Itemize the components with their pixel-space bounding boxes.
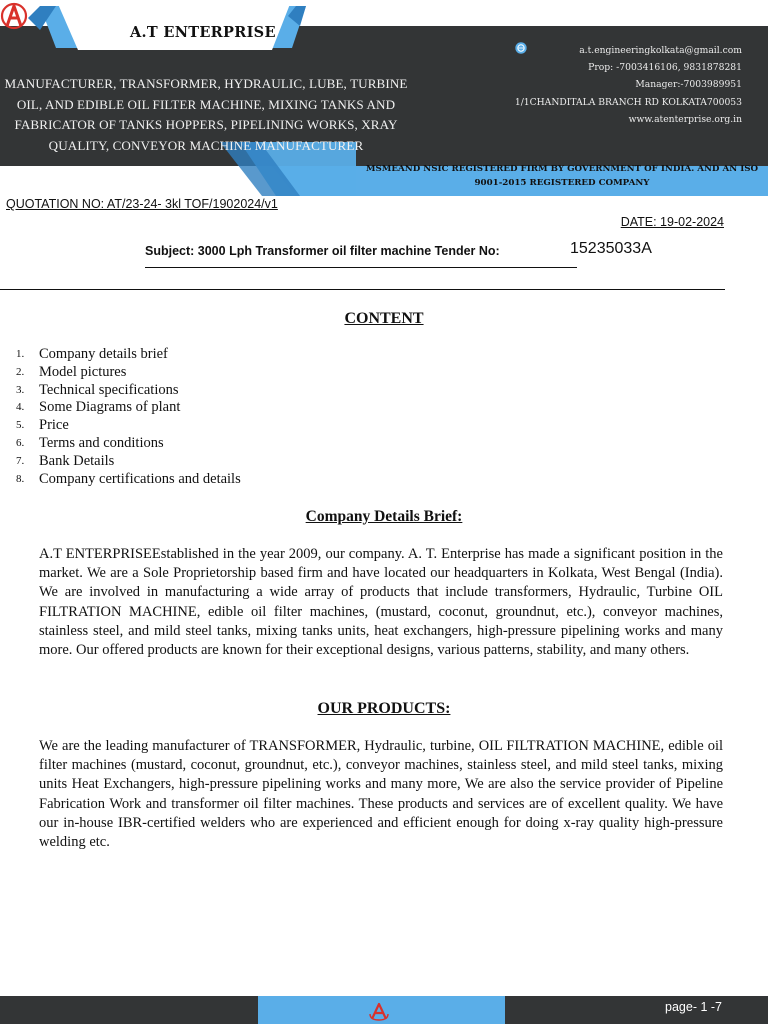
our-products-heading: OUR PRODUCTS: [317, 700, 451, 717]
globe-icon [515, 42, 527, 54]
toc-label: Company certifications and details [39, 470, 241, 487]
toc-label: Terms and conditions [39, 434, 164, 451]
email-text: a.t.engineeringkolkata@gmail.com [579, 45, 742, 56]
website-text: www.atenterprise.org.in [628, 113, 742, 125]
toc-label: Technical specifications [39, 381, 179, 398]
toc-number: 6. [16, 436, 25, 449]
paragraph-line: (India). We are involved in manufacturing a wide array of products that include transformers, Hydraulic, Turbine [39, 565, 724, 601]
toc-number: 5. [16, 419, 25, 432]
toc-label: Bank Details [39, 452, 115, 469]
content-heading: CONTENT [344, 310, 424, 327]
paragraph-line: of Pipeline Fabrication Work and transformer oil filter machines. These products and services are of excellent [39, 776, 724, 812]
paragraph-line: machines, stainless steel, and mild steel tanks, mixing tanks units, heat exchangers, high-pressure pipelining works [39, 603, 724, 639]
paragraph-line: We are the leading manufacturer of TRANSFORMER, Hydraulic, turbine, OIL FILTRATION MACHINE, edible [39, 738, 704, 754]
toc-number: 3. [16, 383, 25, 396]
contact-block [515, 42, 742, 128]
paragraph-line: mixing units Heat Exchangers, high-pressure pipelining works and many more, We are also the service provider [39, 757, 723, 793]
paragraph-line: the market. We are a Sole Proprietorship based firm and have located our headquarters in Kolkata, West Bengal [39, 546, 723, 582]
manager-phone-text: Manager:-7003989951 [635, 79, 742, 91]
toc-number: 8. [16, 472, 25, 485]
subject-underline [145, 267, 577, 268]
tagline-line: QUALITY, CONVEYOR MACHINE MANUFACTURER [48, 137, 364, 153]
tagline-line: OIL, AND EDIBLE OIL FILTER MACHINE, MIXING TANKS AND [16, 96, 396, 112]
page-footer [0, 996, 768, 1024]
company-details-heading: Company Details Brief: [305, 508, 463, 525]
toc-label: Company details brief [39, 346, 168, 362]
quotation-number: QUOTATION NO: AT/23-24- 3kl TOF/1902024/v1 [6, 197, 278, 211]
paragraph-line: and many more. Our offered products are known for their exceptional designs, various patterns, stability, and many [39, 622, 723, 659]
toc-number: 1. [16, 348, 25, 360]
toc-number: 4. [16, 401, 25, 414]
contact-website [515, 111, 742, 128]
paragraph-line: A.T ENTERPRISEEstablished in the year 2009, our company. A. T. Enterprise has made a significant position in [39, 546, 702, 562]
divider [0, 289, 725, 290]
paragraph-line: others. [650, 642, 690, 659]
company-logo-icon [0, 0, 28, 32]
footer-logo-icon [368, 1000, 390, 1022]
company-tagline [4, 74, 408, 156]
prop-phone-text: Prop: -7003416106, 9831878281 [588, 62, 742, 74]
paragraph-line: oil filter machines (mustard, coconut, groundnut, etc.), conveyor machines, stainless steel, and mild steel tanks, [39, 738, 724, 774]
toc-label: Model pictures [39, 363, 127, 380]
paragraph-line: quality. We have our in-house IBR-certified welders who are experienced and efficient enough for doing x-ray [39, 795, 724, 831]
paragraph-line: quality high-pressure welding etc. [39, 814, 723, 851]
tagline-line: MANUFACTURER, TRANSFORMER, HYDRAULIC, LUBE, TURBINE [4, 76, 408, 91]
toc-label: Some Diagrams of plant [39, 399, 181, 416]
registration-banner [356, 162, 768, 190]
tagline-line: FABRICATOR OF TANKS HOPPERS, PIPELINING WORKS, XRAY [14, 117, 398, 132]
paragraph-line: OIL FILTRATION MACHINE, edible oil filter machines, (mustard, coconut, groundnut, etc.), conveyor [39, 584, 723, 620]
contact-manager-phone [515, 76, 742, 93]
contact-prop-phone [515, 59, 742, 76]
subject-line: Subject: 3000 Lph Transformer oil filter machine Tender No: [145, 244, 500, 258]
letterhead [0, 0, 768, 196]
quotation-date: DATE: 19-02-2024 [620, 215, 724, 229]
company-details-paragraph [39, 545, 723, 660]
contact-email [515, 42, 742, 59]
contact-address [515, 94, 742, 111]
our-products-paragraph [39, 737, 723, 852]
registration-line: MSMEAND NSIC REGISTERED FIRM BY GOVERNMENT OF INDIA. AND AN ISO [365, 164, 759, 174]
registration-line: 9001-2015 REGISTERED COMPANY [474, 178, 650, 188]
toc-label: Price [39, 417, 69, 434]
tender-number: 15235033A [570, 240, 652, 257]
toc-number: 7. [16, 454, 25, 467]
toc-number: 2. [16, 365, 25, 378]
address-text: 1/1CHANDITALA BRANCH RD KOLKATA700053 [514, 96, 742, 108]
company-name: A.T ENTERPRISE [130, 24, 276, 41]
page-number: page- 1 -7 [665, 1000, 722, 1014]
